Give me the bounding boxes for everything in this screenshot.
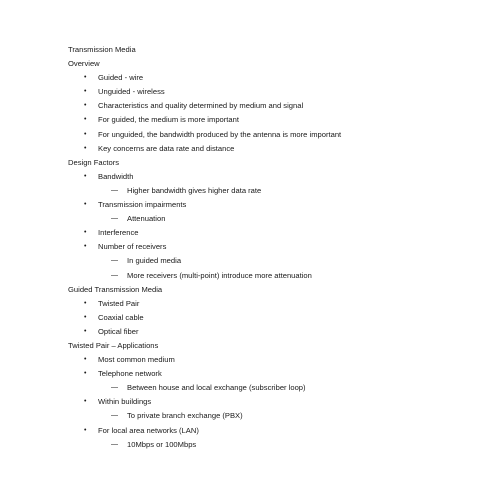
line-text: Guided - wire — [98, 73, 144, 83]
bullet-icon: • — [84, 243, 87, 251]
line-text: Overview — [68, 59, 100, 69]
line-text: Guided Transmission Media — [68, 284, 163, 294]
line-text: For guided, the medium is more important — [98, 115, 239, 125]
bullet-item — [68, 395, 468, 409]
bullet-icon: • — [84, 370, 87, 378]
bullet-icon: • — [84, 201, 87, 209]
bullet-icon: • — [84, 398, 87, 406]
document-body — [68, 43, 468, 452]
bullet-item — [68, 113, 468, 127]
section-heading — [68, 57, 468, 71]
bullet-item — [68, 311, 468, 325]
line-text: Twisted Pair – Applications — [68, 340, 159, 350]
line-text: Twisted Pair — [98, 298, 140, 308]
bullet-item — [68, 297, 468, 311]
sub-bullet-item — [68, 212, 468, 226]
bullet-item — [68, 353, 468, 367]
sub-bullet-item — [68, 409, 468, 423]
bullet-icon: • — [84, 313, 87, 321]
section-heading — [68, 156, 468, 170]
line-text: Bandwidth — [98, 171, 134, 181]
bullet-item — [68, 424, 468, 438]
line-text: Telephone network — [98, 369, 162, 379]
bullet-icon: • — [84, 426, 87, 434]
dash-icon: — — [111, 440, 118, 448]
line-text: Most common medium — [98, 355, 175, 365]
bullet-item — [68, 240, 468, 254]
bullet-item — [68, 128, 468, 142]
dash-icon: — — [111, 186, 118, 194]
bullet-icon: • — [84, 356, 87, 364]
bullet-icon: • — [84, 327, 87, 335]
bullet-icon: • — [84, 299, 87, 307]
line-text: Between house and local exchange (subscriber loop) — [127, 383, 306, 393]
sub-bullet-item — [68, 254, 468, 268]
dash-icon: — — [111, 384, 118, 392]
bullet-icon: • — [84, 172, 87, 180]
line-text: To private branch exchange (PBX) — [127, 411, 243, 421]
bullet-icon: • — [84, 130, 87, 138]
bullet-item — [68, 71, 468, 85]
line-text: For local area networks (LAN) — [98, 425, 199, 435]
bullet-item — [68, 85, 468, 99]
bullet-item — [68, 198, 468, 212]
dash-icon: — — [111, 412, 118, 420]
line-text: Characteristics and quality determined by medium and signal — [98, 101, 304, 111]
bullet-icon: • — [84, 102, 87, 110]
line-text: Transmission Media — [68, 45, 136, 54]
line-text: Number of receivers — [98, 242, 167, 252]
bullet-item — [68, 325, 468, 339]
line-text: In guided media — [127, 256, 182, 266]
dash-icon: — — [111, 271, 118, 279]
section-heading — [68, 43, 468, 57]
line-text: Within buildings — [98, 397, 152, 407]
line-text: For unguided, the bandwidth produced by the antenna is more important — [98, 129, 342, 139]
sub-bullet-item — [68, 269, 468, 283]
section-heading — [68, 283, 468, 297]
bullet-icon: • — [84, 144, 87, 152]
line-text: Key concerns are data rate and distance — [98, 143, 235, 153]
bullet-icon: • — [84, 88, 87, 96]
line-text: 10Mbps or 100Mbps — [127, 439, 197, 449]
sub-bullet-item — [68, 381, 468, 395]
bullet-item — [68, 142, 468, 156]
bullet-item — [68, 226, 468, 240]
line-text: Optical fiber — [98, 326, 139, 336]
bullet-item — [68, 367, 468, 381]
line-text: Unguided - wireless — [98, 87, 165, 97]
dash-icon: — — [111, 257, 118, 265]
bullet-icon: • — [84, 74, 87, 82]
section-heading — [68, 339, 468, 353]
bullet-icon: • — [84, 229, 87, 237]
dash-icon: — — [111, 215, 118, 223]
sub-bullet-item — [68, 184, 468, 198]
line-text: Attenuation — [127, 214, 166, 224]
bullet-item — [68, 99, 468, 113]
line-text: Interference — [98, 228, 139, 238]
line-text: Design Factors — [68, 157, 120, 167]
line-text: More receivers (multi-point) introduce more attenuation — [127, 270, 312, 280]
line-text: Transmission impairments — [98, 200, 187, 210]
sub-bullet-item — [68, 438, 468, 452]
bullet-item — [68, 170, 468, 184]
line-text: Higher bandwidth gives higher data rate — [127, 185, 262, 195]
bullet-icon: • — [84, 116, 87, 124]
line-text: Coaxial cable — [98, 312, 144, 322]
